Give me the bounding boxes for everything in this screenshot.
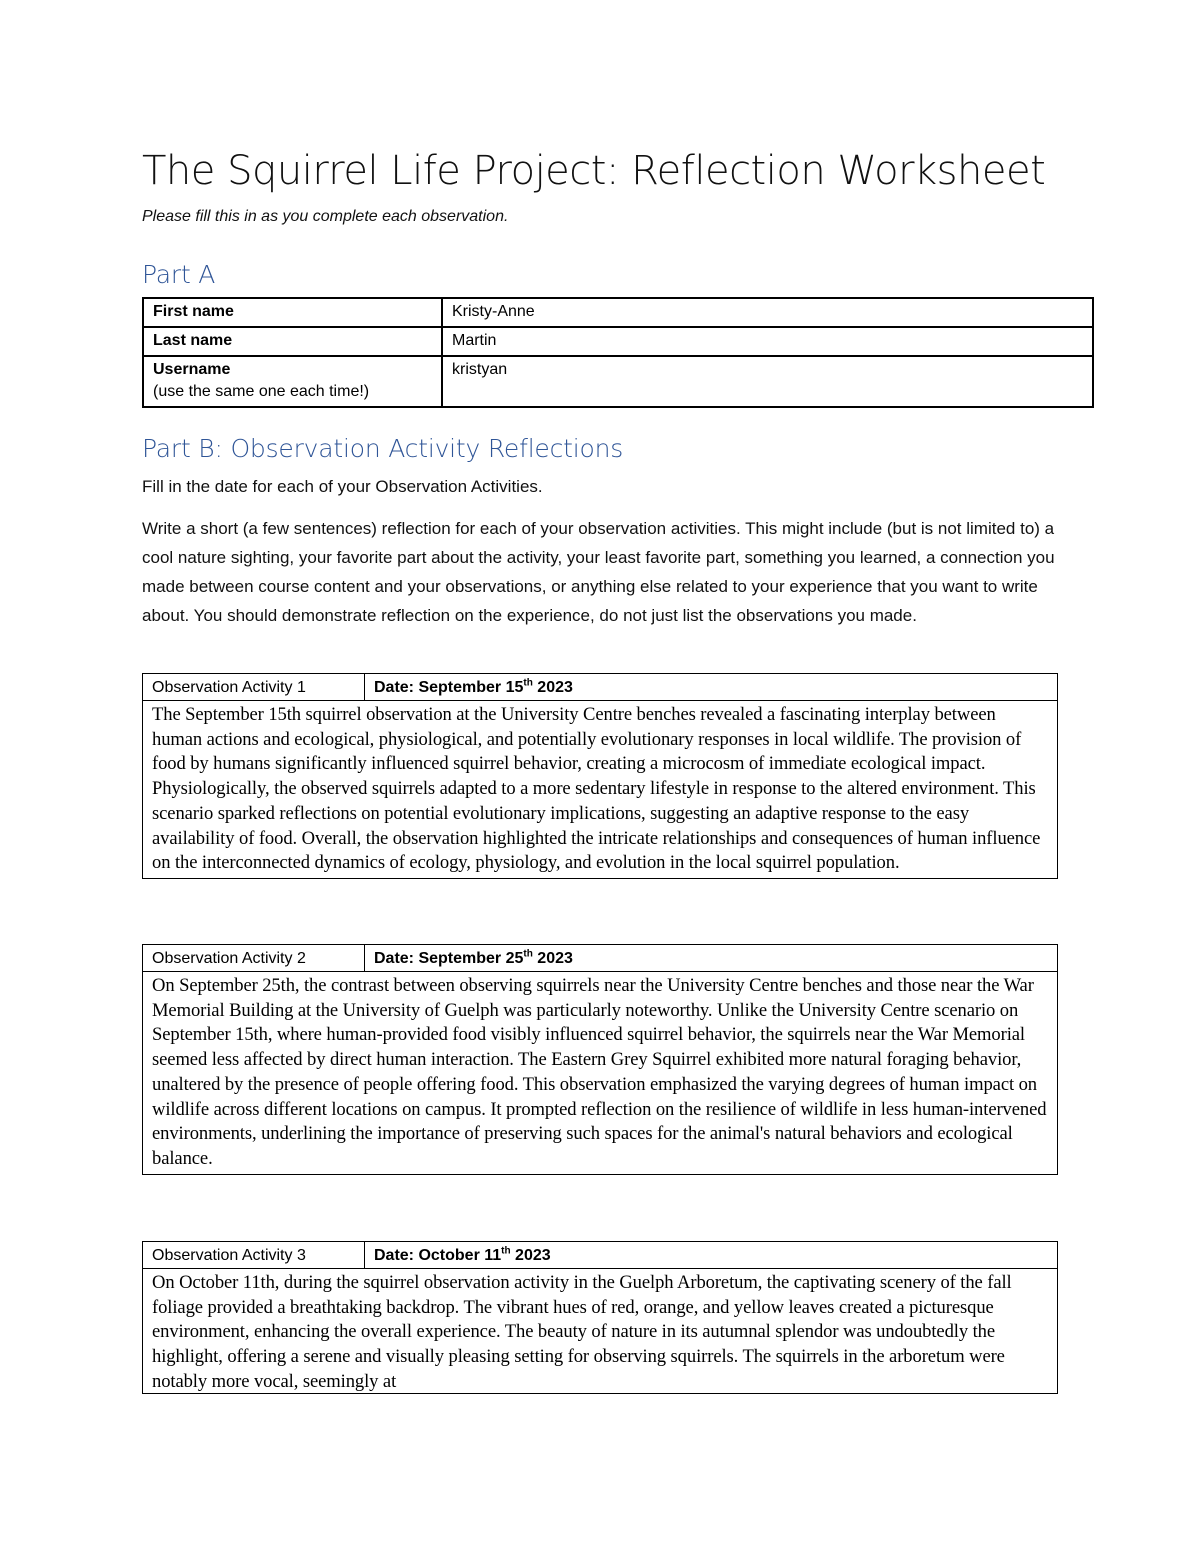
date-year: 2023 (510, 1247, 551, 1264)
part-a-heading: Part A (142, 260, 216, 289)
table-row (143, 701, 1058, 879)
reflection-cell[interactable] (143, 1269, 1058, 1394)
activity-label: Observation Activity 1 (143, 674, 365, 701)
document-subtitle: Please fill this in as you complete each observation. (142, 208, 509, 225)
activity-date[interactable] (365, 945, 1058, 972)
instruction-reflection: Write a short (a few sentences) reflection for each of your observation activities. This might include (but is not limited to) a cool nature sighting, your favorite part about the activity, your least favorite part, something you learned, a connection you made between course content and your observations, or anything else related to your experience that you want to write about. You should demonstrate reflection on the experience, do not just list the observations you made. (142, 519, 1055, 625)
date-year: 2023 (532, 679, 573, 696)
table-row (143, 1242, 1058, 1269)
date-ordinal: th (501, 1245, 511, 1257)
table-row (143, 327, 1093, 356)
username-label: Username (153, 361, 231, 378)
date-year: 2023 (532, 950, 573, 967)
date-text: Date: September 25 (374, 950, 524, 967)
activity-date[interactable] (365, 674, 1058, 701)
username-label-cell (143, 356, 442, 407)
date-text: Date: September 15 (374, 679, 524, 696)
observation-activity-table (142, 1241, 1058, 1394)
last-name-value[interactable]: Martin (442, 327, 1093, 356)
first-name-label: First name (143, 298, 442, 327)
reflection-text[interactable]: On September 25th, the contrast between observing squirrels near the University Centre benches and those near the War Memorial Building at the University of Guelph was particularly noteworthy. Unlike the University Centre scenario on September 15th, where human-provided food visibly influenced squirrel behavior, the squirrels near the War Memorial seemed less affected by direct human interaction. The Eastern Grey Squirrel exhibited more natural foraging behavior, unaltered by the presence of people offering food. This observation emphasized the varying degrees of human impact on wildlife across different locations on campus. It prompted reflection on the resilience of wildlife in less human-intervened environments, underlining the importance of preserving such spaces for the animal's natural behaviors and ecological balance. (143, 972, 1058, 1175)
instruction-date: Fill in the date for each of your Observation Activities. (142, 477, 543, 496)
table-row (143, 298, 1093, 327)
observation-activity-table (142, 673, 1058, 879)
username-value[interactable]: kristyan (442, 356, 1093, 407)
observation-activity-table (142, 944, 1058, 1175)
table-row (143, 674, 1058, 701)
reflection-text[interactable]: The September 15th squirrel observation at the University Centre benches revealed a fascinating interplay between human actions and ecological, physiological, and potentially evolutionary responses in local wildlife. The provision of food by humans significantly influenced squirrel behavior, creating a microcosm of immediate ecological impact. Physiologically, the observed squirrels adapted to a more sedentary lifestyle in response to the altered environment. This scenario sparked reflections on potential evolutionary implications, suggesting an adaptive response to the easy availability of food. Overall, the observation highlighted the intricate relationships and consequences of human influence on the interconnected dynamics of ecology, physiology, and evolution in the local squirrel population. (143, 701, 1058, 879)
reflection-text: On October 11th, during the squirrel observation activity in the Guelph Arboretum, the captivating scenery of the fall foliage provided a breathtaking backdrop. The vibrant hues of red, orange, and yellow leaves created a picturesque environment, enhancing the overall experience. The beauty of nature in its autumnal splendor was undoubtedly the highlight, offering a serene and visually pleasing setting for observing squirrels. The squirrels in the arboretum were notably more vocal, seemingly at (152, 1272, 1012, 1391)
part-b-heading: Part B: Observation Activity Reflections (142, 434, 624, 463)
date-ordinal: th (523, 948, 533, 960)
last-name-label: Last name (143, 327, 442, 356)
table-row (143, 356, 1093, 407)
activity-date[interactable] (365, 1242, 1058, 1269)
username-sublabel: (use the same one each time!) (153, 383, 370, 400)
activity-label: Observation Activity 2 (143, 945, 365, 972)
date-text: Date: October 11 (374, 1247, 502, 1264)
first-name-value[interactable]: Kristy-Anne (442, 298, 1093, 327)
table-row (143, 972, 1058, 1175)
table-row (143, 945, 1058, 972)
date-ordinal: th (523, 677, 533, 689)
table-row (143, 1269, 1058, 1394)
activity-label: Observation Activity 3 (143, 1242, 365, 1269)
document-title: The Squirrel Life Project: Reflection Worksheet (142, 148, 1046, 194)
student-info-table (142, 297, 1094, 408)
